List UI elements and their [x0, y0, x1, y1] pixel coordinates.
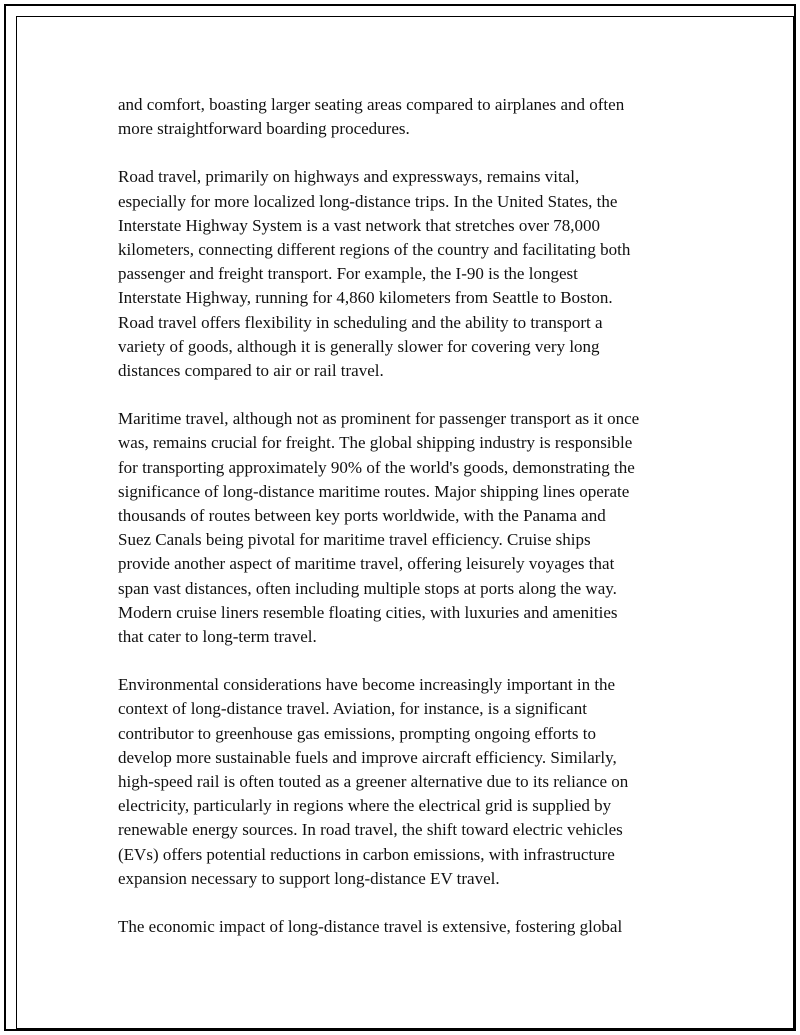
document-body [118, 93, 693, 963]
paragraph-road-travel: Road travel, primarily on highways and expressways, remains vital, especially for more localized long-distance trips. In the United States, the Interstate Highway System is a vast network that stretches over 78,000 kilometers, connecting different regions of the country and facilitating both passenger and freight transport. For example, the I-90 is the longest Interstate Highway, running for 4,860 kilometers from Seattle to Boston. Road travel offers flexibility in scheduling and the ability to transport a variety of goods, although it is generally slower for covering very long distances compared to air or rail travel. [118, 167, 631, 381]
paragraph-comfort: and comfort, boasting larger seating areas compared to airplanes and often more straightforward boarding procedures. [118, 95, 625, 139]
paragraph-economic-impact: The economic impact of long-distance travel is extensive, fostering global [118, 917, 623, 937]
paragraph-maritime-travel: Maritime travel, although not as prominent for passenger transport as it once was, remains crucial for freight. The global shipping industry is responsible for transporting approximately 90% of the world's goods, demonstrating the significance of long-distance maritime routes. Major shipping lines operate thousands of routes between key ports worldwide, with the Panama and Suez Canals being pivotal for maritime travel efficiency. Cruise ships provide another aspect of maritime travel, offering leisurely voyages that span vast distances, often including multiple stops at ports along the way. Modern cruise liners resemble floating cities, with luxuries and amenities that cater to long-term travel. [118, 409, 640, 647]
paragraph-environmental: Environmental considerations have become increasingly important in the context of long-distance travel. Aviation, for instance, is a significant contributor to greenhouse gas emissions, prompting ongoing efforts to develop more sustainable fuels and improve aircraft efficiency. Similarly, high-speed rail is often touted as a greener alternative due to its reliance on electricity, particularly in regions where the electrical grid is supplied by renewable energy sources. In road travel, the shift toward electric vehicles (EVs) offers potential reductions in carbon emissions, with infrastructure expansion necessary to support long-distance EV travel. [118, 675, 629, 888]
